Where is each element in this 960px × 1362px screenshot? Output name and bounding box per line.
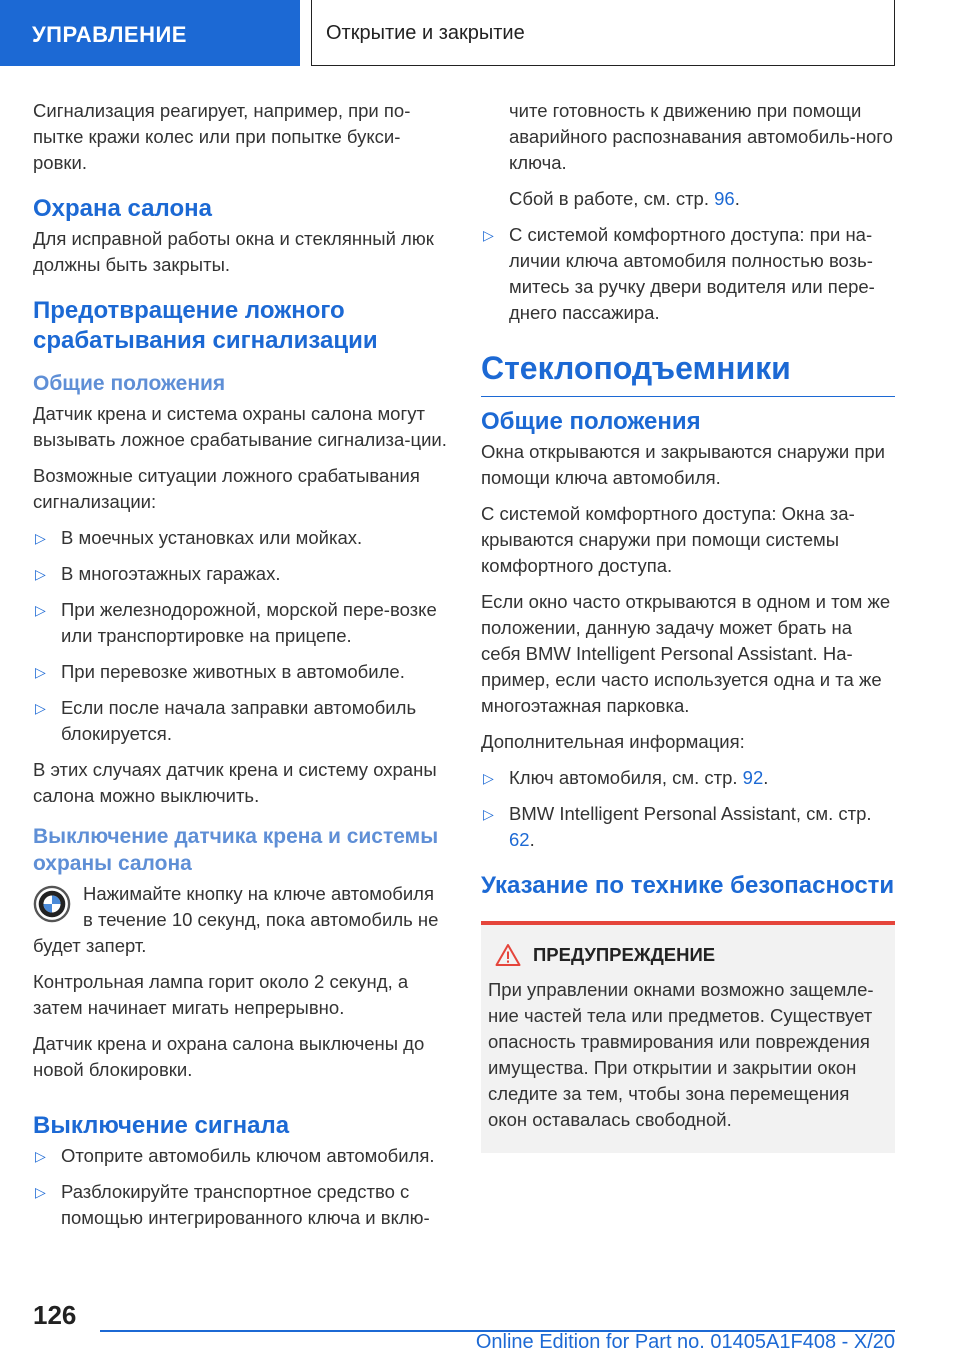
fault-page-link[interactable]: 96 [714,188,735,209]
triangle-bullet-icon: ▷ [35,664,46,680]
bmw-key-button-icon [33,885,71,923]
list-item: ▷ Если после начала заправки автомобиль блокируется. [35,697,417,744]
fault-reference: Сбой в работе, см. стр. 96. [509,188,740,209]
warning-text: При управлении окнами возможно защемле-ние частей тела или предметов. Существует опасность травмирования или повреждения имущества. При открытии и закрытии окон следите за тем, чтобы зона перемещения окон оставалась свободной. [488,979,874,1130]
disable-paragraph-3: Датчик крена и охрана салона выключены до новой блокировки. [33,1033,425,1080]
triangle-bullet-icon: ▷ [483,770,494,786]
triangle-bullet-icon: ▷ [35,530,46,546]
warning-header [488,943,883,967]
list-item: ▷ Ключ автомобиля, см. стр. 92. [481,765,895,791]
key-page-link[interactable]: 92 [742,767,764,788]
warning-triangle-icon [495,943,521,967]
signal-list [33,1143,448,1231]
list-item: ▷ При перевозке животных в автомобиле. [33,659,448,685]
list-item: ▷ В моечных установках или мойках. [33,525,448,551]
triangle-bullet-icon: ▷ [35,1184,46,1200]
comfort-list [481,222,895,326]
triangle-bullet-icon: ▷ [35,566,46,582]
right-column [481,98,895,1153]
left-column [33,98,448,1241]
false-alarm-heading: Предотвращение ложного срабатывания сигнализации [33,297,378,354]
windows-heading: Стеклоподъемники [481,348,895,397]
general-paragraph-1: Датчик крена и система охраны салона могут вызывать ложное срабатывание сигнализа-ции. [33,403,447,450]
windows-paragraph-2: С системой комфортного доступа: Окна за-крываются снаружи при помощи системы комфортного доступа. [481,503,855,576]
triangle-bullet-icon: ▷ [35,1148,46,1164]
windows-general-heading: Общие положения [481,408,701,435]
list-item: ▷ BMW Intelligent Personal Assistant, см. стр. 62. [483,803,872,850]
triangle-bullet-icon: ▷ [35,602,46,618]
triangle-bullet-icon: ▷ [35,700,46,716]
windows-paragraph-3: Если окно часто открываются в одном и том же положении, данную задачу может брать на себя BMW Intelligent Personal Assistant. На-пример, если часто используется одна и та же многоэтажная парковка. [481,591,891,716]
assistant-page-link[interactable]: 62 [509,829,530,850]
general-subheading: Общие положения [33,372,226,395]
warning-title: ПРЕДУПРЕЖДЕНИЕ [533,944,716,965]
safety-heading: Указание по технике безопасности [481,872,895,899]
list-item: ▷ В многоэтажных гаражах. [33,561,448,587]
triangle-bullet-icon: ▷ [483,227,494,243]
disable-paragraph-1: Нажимайте кнопку на ключе автомобиля в течение 10 секунд, пока автомобиль не будет заперт. [33,883,439,956]
more-info-paragraph: Дополнительная информация: [481,731,745,752]
disable-subheading: Выключение датчика крена и системы охраны салона [33,825,439,875]
disable-paragraph-2: Контрольная лампа горит около 2 секунд, а затем начинает мигать непрерывно. [33,971,409,1018]
list-item: ▷ Разблокируйте транспортное средство с помощью интегрированного ключа и вклю- [35,1181,430,1228]
windows-paragraph-1: Окна открываются и закрываются снаружи при помощи ключа автомобиля. [481,441,885,488]
header-chapter-title: Открытие и закрытие [311,0,895,66]
cabin-paragraph: Для исправной работы окна и стеклянный люк должны быть закрыты. [33,228,434,275]
footer-edition: Online Edition for Part no. 01405A1F408 - X/20 [475,1331,895,1353]
list-item: ▷ При железнодорожной, морской пере-возке или транспортировке на прицепе. [35,599,437,646]
cabin-heading: Охрана салона [33,195,212,222]
list-item: ▷ Отоприте автомобиль ключом автомобиля. [33,1143,448,1169]
page-number: 126 [33,1300,77,1330]
situations-after-paragraph: В этих случаях датчик крена и систему охраны салона можно выключить. [33,759,437,806]
references-list [481,765,895,853]
list-item: ▷ С системой комфортного доступа: при на-личии ключа автомобиля полностью возь-митесь за ручку двери водителя или пере-днего пассажира. [483,224,875,323]
general-paragraph-2: Возможные ситуации ложного срабатывания сигнализации: [33,465,420,512]
continued-paragraph: чите готовность к движению при помощи аварийного распознавания автомобиль-ного ключа. [509,100,893,173]
intro-paragraph: Сигнализация реагирует, например, при по-пытке кражи колес или при попытке букси-ровки. [33,100,411,173]
situations-list [33,525,448,747]
warning-box [481,921,895,1153]
signal-heading: Выключение сигнала [33,1112,290,1139]
triangle-bullet-icon: ▷ [483,806,494,822]
header-section-tab: УПРАВЛЕНИЕ [0,0,300,66]
